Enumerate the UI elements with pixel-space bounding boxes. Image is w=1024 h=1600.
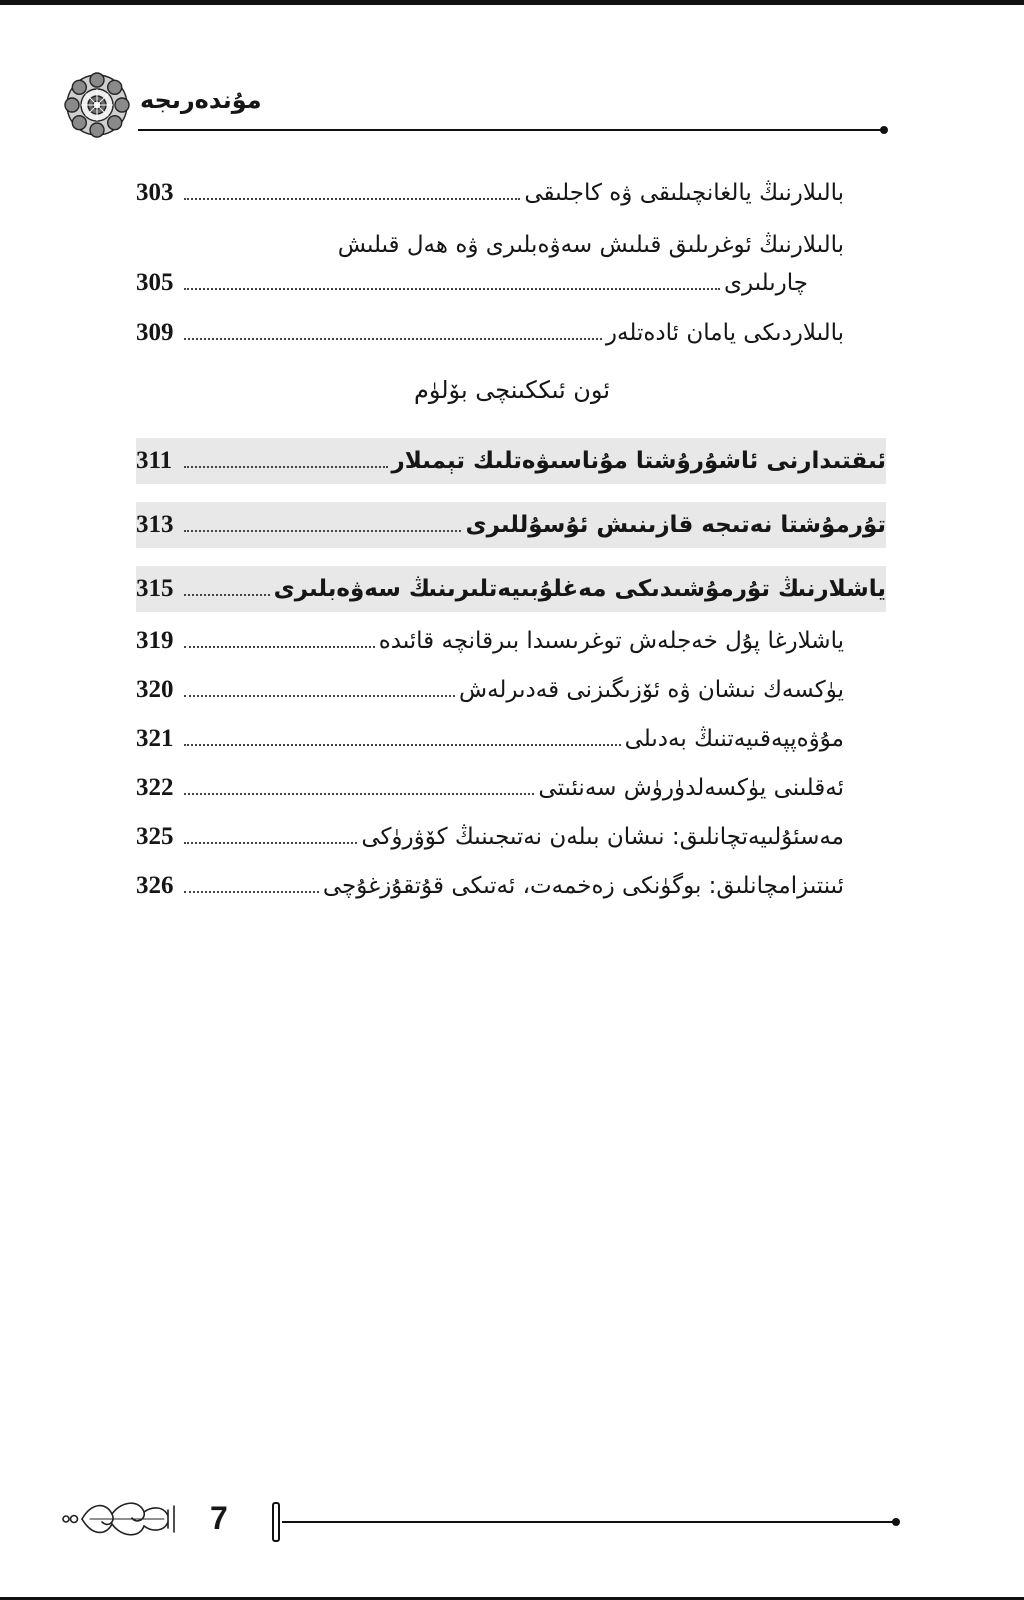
toc-entry[interactable] bbox=[136, 310, 844, 356]
toc-entry-title: ياشلارنىڭ تۇرمۇشىدىكى مەغلۇبىيەتلىرىنىڭ سەۋەبلىرى bbox=[273, 576, 886, 602]
toc-entry-title: ئىقتىدارنى ئاشۇرۇشتا مۇناسىۋەتلىك تېمىلار bbox=[391, 448, 886, 474]
dot-leader bbox=[184, 842, 357, 844]
toc-entry-title: يۈكسەك نىشان ۋە ئۆزىگىزنى قەدىرلەش bbox=[459, 677, 844, 703]
toc-page-number: 315 bbox=[136, 575, 174, 602]
toc-entry[interactable] bbox=[136, 260, 808, 306]
toc-entry[interactable] bbox=[136, 170, 844, 216]
toc-entry[interactable] bbox=[136, 618, 844, 664]
toc-entry-title: تۇرمۇشتا نەتىجە قازىنىش ئۇسۇللىرى bbox=[465, 512, 886, 538]
toc-entry-title: ياشلارغا پۇل خەجلەش توغرىسىدا بىرقانچە قائىدە bbox=[378, 628, 844, 654]
floral-scroll-ornament-icon bbox=[60, 1496, 190, 1542]
toc-page-number: 322 bbox=[136, 774, 174, 801]
page-number: 7 bbox=[210, 1500, 228, 1536]
dot-leader bbox=[184, 793, 534, 795]
toc-entry-title: ئىنتىزامچانلىق: بوگۈنكى زەخمەت، ئەتىكى قۇتقۇزغۇچى bbox=[322, 873, 844, 899]
toc-entry[interactable] bbox=[136, 716, 844, 762]
dot-leader bbox=[184, 646, 375, 648]
dot-leader bbox=[184, 198, 520, 200]
footer-rule-cap bbox=[272, 1502, 280, 1542]
footer-rule-dot bbox=[892, 1518, 900, 1526]
toc-entry-title: ئەقلىنى يۈكسەلدۈرۈش سەنئىتى bbox=[538, 775, 844, 801]
toc-entry-title-line2: چارىلىرى bbox=[724, 270, 808, 296]
dot-leader bbox=[184, 594, 270, 596]
dot-leader bbox=[184, 530, 461, 532]
toc-entry[interactable] bbox=[136, 765, 844, 811]
dot-leader bbox=[184, 891, 319, 893]
toc-entry[interactable] bbox=[136, 814, 844, 860]
toc-entry-highlighted[interactable] bbox=[136, 566, 886, 612]
toc-entry-title: بالىلاردىكى يامان ئادەتلەر bbox=[605, 320, 844, 346]
dot-leader bbox=[184, 744, 621, 746]
toc-page-number: 326 bbox=[136, 872, 174, 899]
toc-page-number: 311 bbox=[136, 447, 173, 474]
toc-entry-title: بالىلارنىڭ يالغانچىلىقى ۋە كاجلىقى bbox=[524, 180, 844, 206]
toc-entry-title: مەسئۇلىيەتچانلىق: نىشان بىلەن نەتىجىنىڭ كۆۋرۈكى bbox=[361, 824, 844, 850]
toc-page-number: 325 bbox=[136, 823, 174, 850]
toc-entry[interactable] bbox=[136, 667, 844, 713]
toc-page-number: 303 bbox=[136, 179, 174, 206]
toc-entry-title-line1[interactable]: بالىلارنىڭ ئوغرىلىق قىلىش سەۋەبلىرى ۋە ھەل قىلىش bbox=[337, 232, 844, 258]
toc-entry-highlighted[interactable] bbox=[136, 438, 886, 484]
toc-page-number: 320 bbox=[136, 676, 174, 703]
running-header-title: مۇندەرىجە bbox=[140, 86, 262, 114]
footer-rule bbox=[282, 1521, 894, 1523]
toc-entry[interactable] bbox=[136, 863, 844, 909]
toc-page-number: 309 bbox=[136, 319, 174, 346]
toc-page-number: 319 bbox=[136, 627, 174, 654]
toc-page-number: 305 bbox=[136, 269, 174, 296]
dot-leader bbox=[184, 288, 720, 290]
toc-entry-highlighted[interactable] bbox=[136, 502, 886, 548]
toc-page-number: 321 bbox=[136, 725, 174, 752]
section-heading: ئون ئىككىنچى بۆلۈم bbox=[413, 376, 611, 404]
dot-leader bbox=[184, 338, 602, 340]
dot-leader bbox=[184, 466, 388, 468]
toc-page-number: 313 bbox=[136, 511, 174, 538]
toc-entry-title: مۇۋەپپەقىيەتنىڭ بەدىلى bbox=[624, 726, 844, 752]
dot-leader bbox=[184, 695, 455, 697]
